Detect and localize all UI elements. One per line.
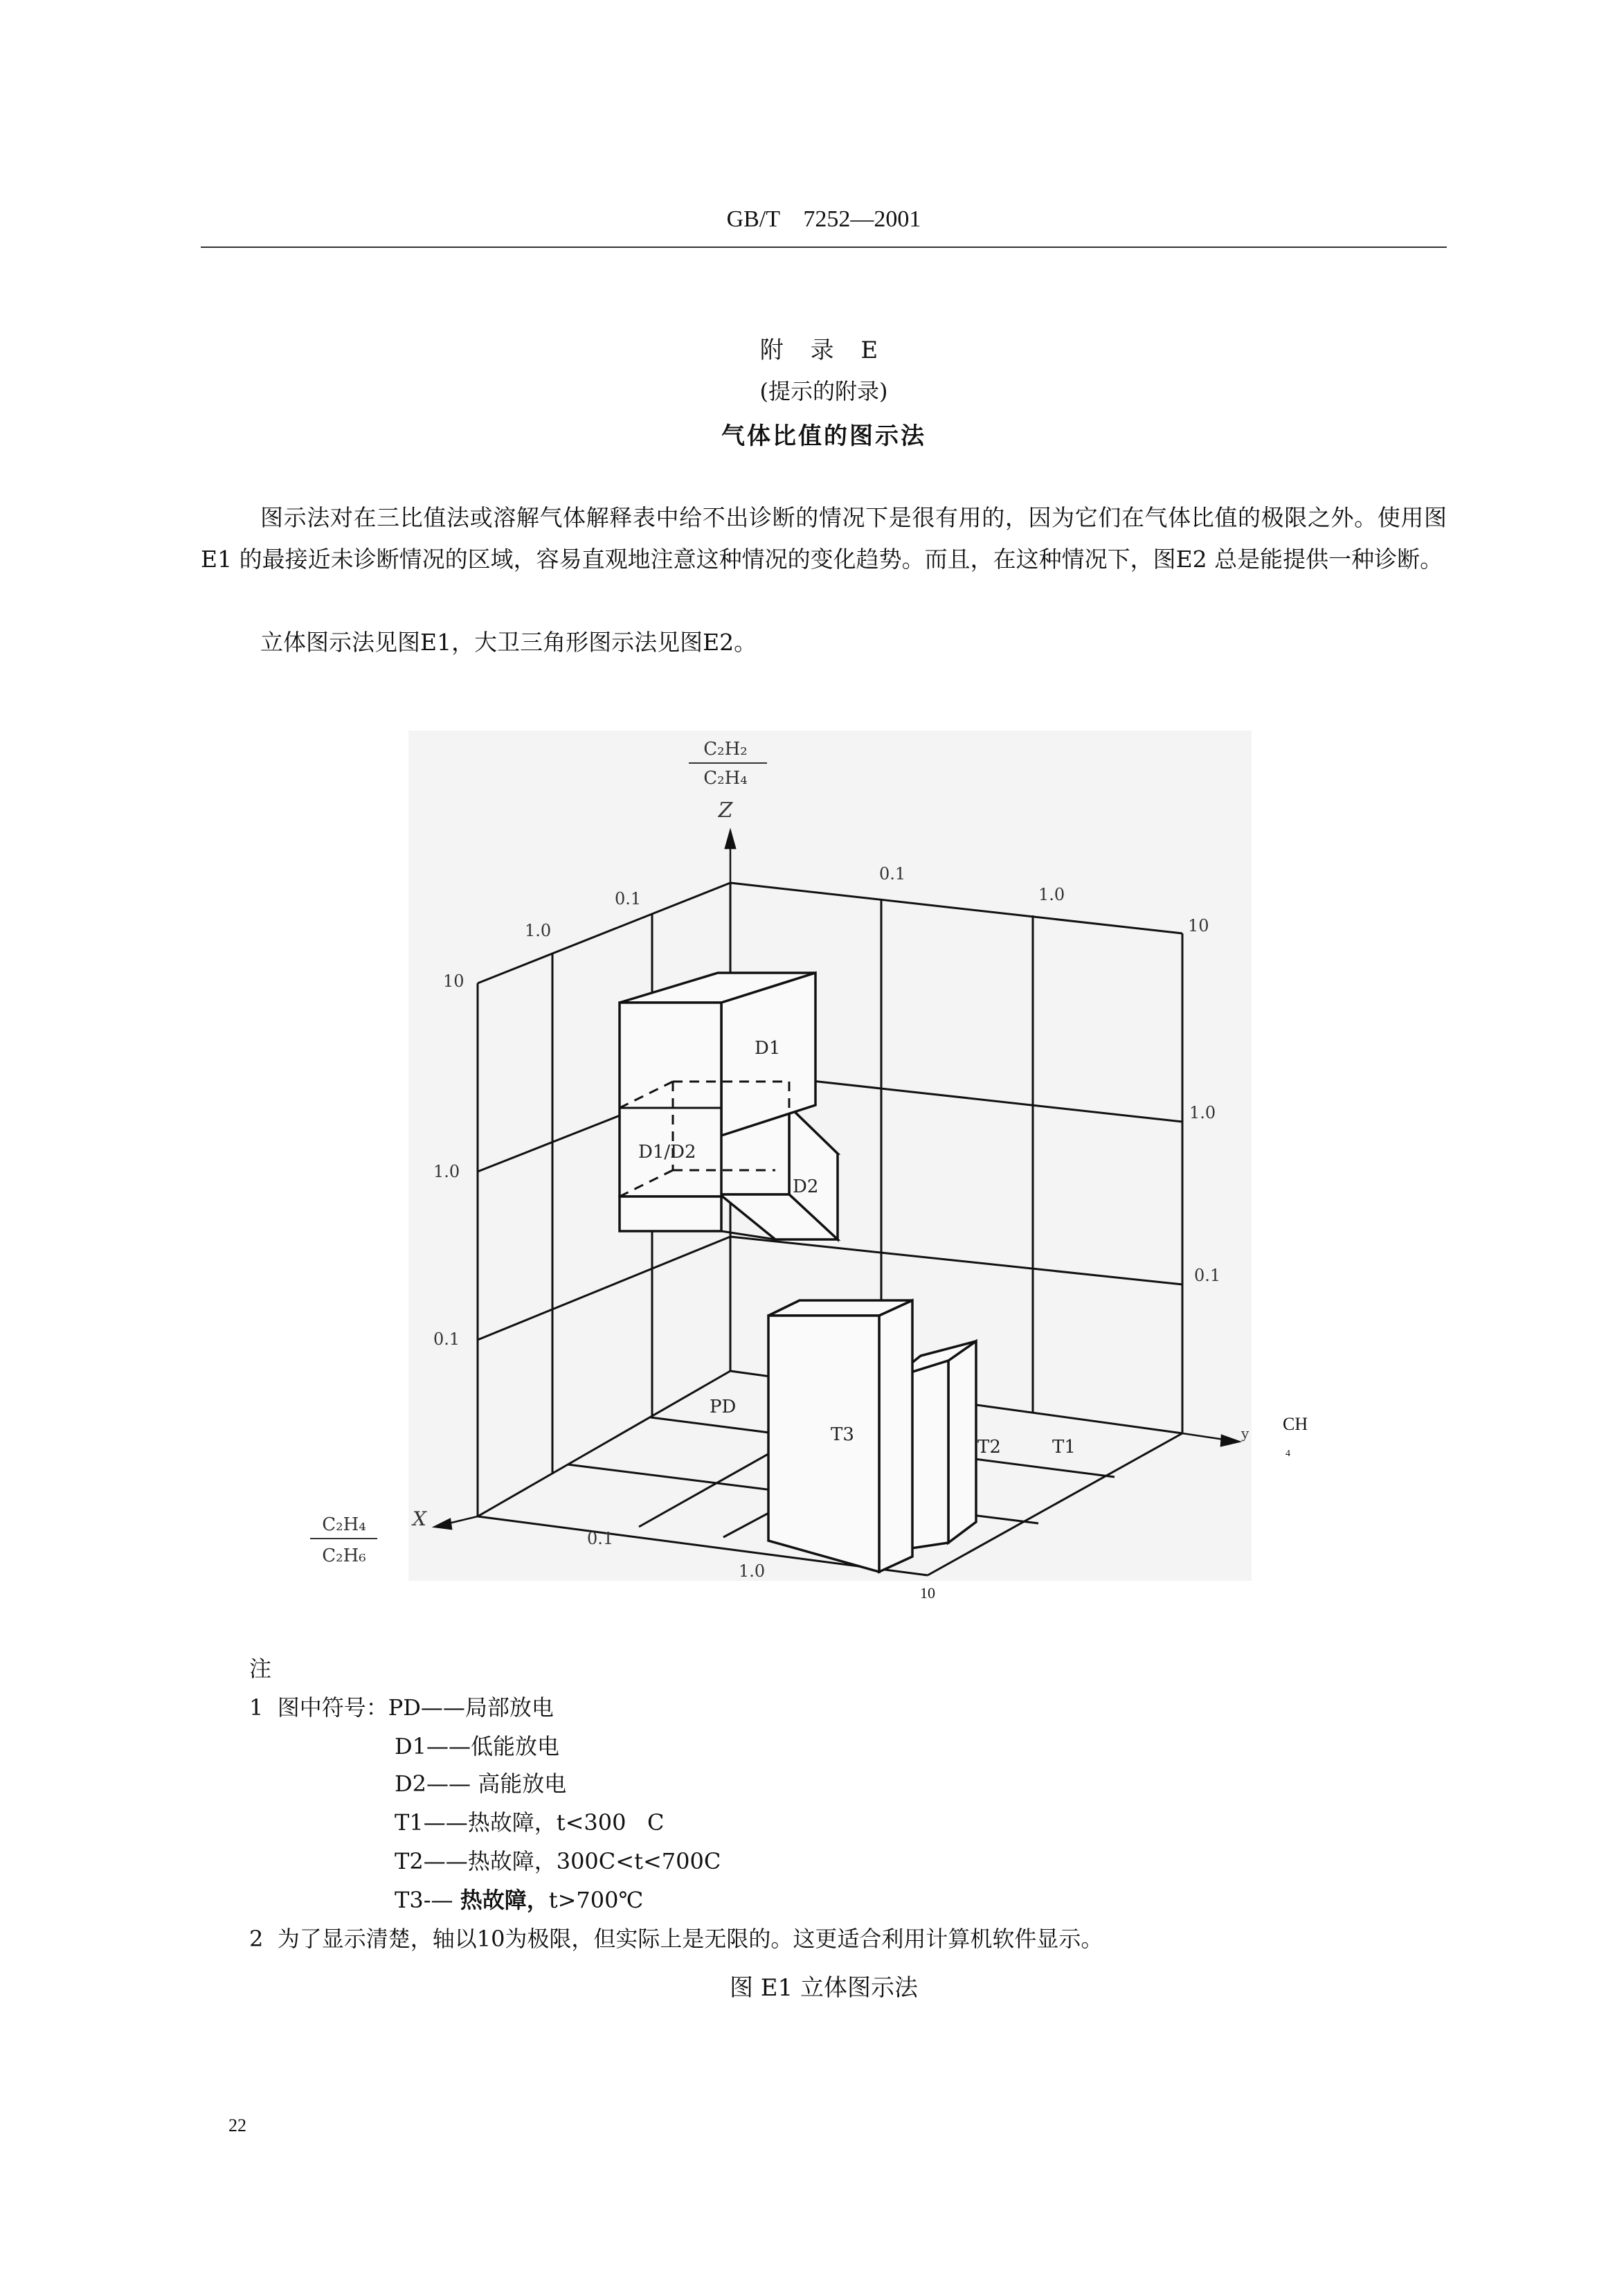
region-label-t3: T3 (831, 1424, 854, 1445)
tick-label: 1.0 (739, 1561, 766, 1581)
x-axis-label: X (413, 1507, 426, 1530)
note-2: 2 为了显示清楚，轴以10为极限，但实际上是无限的。这更适合利用计算机软件显示。 (249, 1926, 1103, 1952)
note-d2: D2—— 高能放电 (395, 1771, 567, 1797)
t3-front (768, 1316, 879, 1572)
z-ratio-denominator: C₂H₄ (703, 768, 748, 789)
y-ratio-label: CH (1283, 1414, 1308, 1434)
below-axis-10: 10 (920, 1584, 935, 1602)
region-label-d2: D2 (793, 1176, 819, 1197)
note-t3 (395, 1883, 643, 1915)
region-label-d1: D1 (755, 1038, 781, 1059)
notes-label: 注 (249, 1656, 272, 1682)
note-t1: T1——热故障，t<300 C (395, 1809, 665, 1836)
z-ratio-numerator: C₂H₂ (703, 739, 748, 760)
d-boxes (620, 973, 838, 1239)
note-t3-prefix: T3-— (395, 1887, 453, 1913)
t3-side (879, 1300, 912, 1572)
body-paragraph-2: 立体图示法见图E1，大卫三角形图示法见图E2。 (260, 629, 757, 656)
region-label-d1-d2: D1/D2 (638, 1142, 696, 1163)
note-d1: D1——低能放电 (395, 1733, 560, 1759)
figure-e1 (0, 692, 1624, 1634)
figure-caption: 图 E1 立体图示法 (729, 1974, 919, 2002)
tick-label: 10 (443, 971, 464, 991)
tick-label: 0.1 (587, 1529, 614, 1548)
figure-e1-drawing (0, 692, 1624, 1634)
t2-side (948, 1341, 976, 1543)
standard-code: GB/T 7252—2001 (726, 206, 921, 232)
region-label-t1: T1 (1052, 1437, 1076, 1458)
page-header (201, 201, 1447, 249)
note-t3-text: 热故障， (460, 1887, 549, 1913)
region-label-t2: T2 (977, 1437, 1001, 1458)
tick-label: 0.1 (1194, 1266, 1221, 1285)
region-label-pd: PD (710, 1397, 737, 1417)
y-ratio-subscript: 4 (1285, 1449, 1290, 1459)
tick-label: 1.0 (525, 921, 552, 940)
page-number: 22 (228, 2115, 246, 2135)
tick-label: 1.0 (1189, 1103, 1216, 1122)
appendix-subtitle: (提示的附录) (759, 378, 888, 404)
appendix-heading: 气体比值的图示法 (721, 422, 926, 450)
tick-label: 0.1 (615, 889, 642, 908)
tick-label: 0.1 (433, 1329, 460, 1349)
note-1-intro: 1 图中符号：PD——局部放电 (249, 1694, 554, 1721)
header-rule (201, 247, 1447, 248)
x-ratio-denominator: C₂H₆ (322, 1545, 366, 1566)
x-ratio-numerator: C₂H₄ (322, 1514, 366, 1535)
note-t2: T2——热故障，300C<t<700C (395, 1848, 721, 1874)
tick-label: 1.0 (433, 1162, 460, 1181)
note-t3-condition: t>700℃ (548, 1887, 644, 1913)
y-axis-label: y (1241, 1425, 1249, 1442)
body-paragraph-1: 图示法对在三比值法或溶解气体解释表中给不出诊断的情况下是很有用的，因为它们在气体比值的极限之外。使用图E1 的最接近未诊断情况的区域，容易直观地注意这种情况的变化趋势。而且，在这种情况下，图E2 总是能提供一种诊断。 (201, 504, 1447, 573)
z-axis-label: Z (718, 798, 733, 823)
d1d2-lower-face (620, 1197, 721, 1231)
tick-label: 0.1 (879, 864, 906, 884)
tick-label: 1.0 (1038, 885, 1065, 904)
tick-label: 10 (1188, 916, 1209, 935)
appendix-title: 附 录 E (759, 337, 888, 364)
